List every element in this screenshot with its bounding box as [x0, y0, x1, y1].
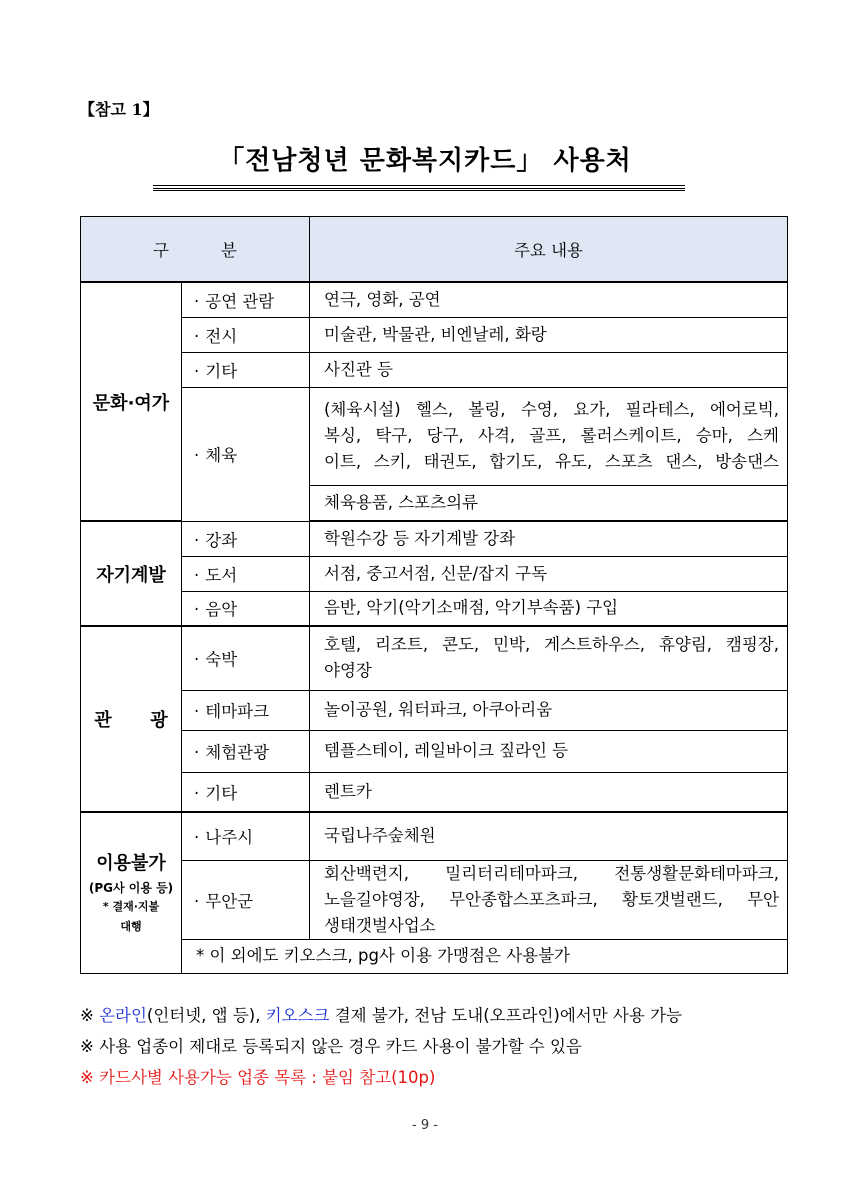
sub-category: · 전시	[182, 317, 310, 352]
content-cell: 회산백련지, 밀리터리테마파크, 전통생활문화테마파크, 노을길야영장, 무안종합스포츠파크, 황토갯벌랜드, 무안 생태갯벌사업소	[310, 860, 788, 939]
sub-category: · 체육	[182, 387, 310, 521]
sub-category: · 음악	[182, 591, 310, 626]
table-row	[81, 772, 788, 812]
table-row	[81, 626, 788, 690]
header-category: 구 분	[81, 217, 310, 283]
table-row	[81, 690, 788, 730]
content-cell: 학원수강 등 자기계발 강좌	[310, 521, 788, 556]
table-row	[81, 939, 788, 973]
sub-category: · 무안군	[182, 860, 310, 939]
table-row	[81, 591, 788, 626]
sub-category: · 숙박	[182, 626, 310, 690]
content-cell: 렌트카	[310, 772, 788, 812]
content-cell: 놀이공원, 워터파크, 아쿠아리움	[310, 690, 788, 730]
content-cell: 국립나주숲체원	[310, 812, 788, 860]
title-underline-thin	[153, 190, 685, 191]
sub-category: · 테마파크	[182, 690, 310, 730]
category-tour: 관 광	[81, 626, 182, 812]
content-cell: 사진관 등	[310, 352, 788, 387]
table-row	[81, 282, 788, 317]
page-title: 「전남청년 문화복지카드」 사용처	[218, 146, 632, 176]
unavailable-footnote: * 이 외에도 키오스크, pg사 이용 가맹점은 사용불가	[182, 939, 788, 973]
table-row	[81, 317, 788, 352]
table-row	[81, 860, 788, 939]
title-underline	[153, 185, 685, 189]
notes	[80, 1000, 682, 1093]
table-header-row	[81, 217, 788, 283]
usage-table	[80, 216, 788, 974]
note-online: ※ 온라인(인터넷, 앱 등), 키오스크 결제 불가, 전남 도내(오프라인)에서만 사용 가능	[80, 1006, 682, 1025]
sub-category: · 도서	[182, 556, 310, 591]
sub-category: · 나주시	[182, 812, 310, 860]
sub-category: · 체험관광	[182, 730, 310, 772]
note-registration: ※ 사용 업종이 제대로 등록되지 않은 경우 카드 사용이 불가할 수 있음	[80, 1037, 582, 1056]
sub-category: · 기타	[182, 352, 310, 387]
table-row	[81, 521, 788, 556]
header-contents: 주요 내용	[310, 217, 788, 283]
sub-category: · 강좌	[182, 521, 310, 556]
content-cell: 연극, 영화, 공연	[310, 282, 788, 317]
page-number: - 9 -	[412, 1118, 438, 1133]
content-cell: 음반, 악기(악기소매점, 악기부속품) 구입	[310, 591, 788, 626]
sub-category: · 기타	[182, 772, 310, 812]
content-cell: 미술관, 박물관, 비엔날레, 화랑	[310, 317, 788, 352]
content-cell: (체육시설) 헬스, 볼링, 수영, 요가, 필라테스, 에어로빅, 복싱, 탁구, 당구, 사격, 골프, 롤러스케이트, 승마, 스케 이트, 스키, 태권도, 합기도, 유도, 스포츠 댄스, 방송댄스	[310, 387, 788, 485]
reference-label: 【참고 1】	[79, 100, 159, 119]
table-row	[81, 730, 788, 772]
note-card-list: ※ 카드사별 사용가능 업종 목록 : 붙임 참고(10p)	[80, 1068, 436, 1087]
category-selfdev: 자기계발	[81, 521, 182, 626]
category-culture: 문화·여가	[81, 282, 182, 521]
table-row	[81, 352, 788, 387]
table-row	[81, 387, 788, 485]
content-cell: 템플스테이, 레일바이크 짚라인 등	[310, 730, 788, 772]
sub-category: · 공연 관람	[182, 282, 310, 317]
content-cell: 서점, 중고서점, 신문/잡지 구독	[310, 556, 788, 591]
category-unavailable: 이용불가 (PG사 이용 등) * 결재·지불 대행	[81, 812, 182, 973]
table-row	[81, 812, 788, 860]
content-cell: 호텔, 리조트, 콘도, 민박, 게스트하우스, 휴양림, 캠핑장, 야영장	[310, 626, 788, 690]
table-row	[81, 556, 788, 591]
content-cell: 체육용품, 스포츠의류	[310, 485, 788, 521]
